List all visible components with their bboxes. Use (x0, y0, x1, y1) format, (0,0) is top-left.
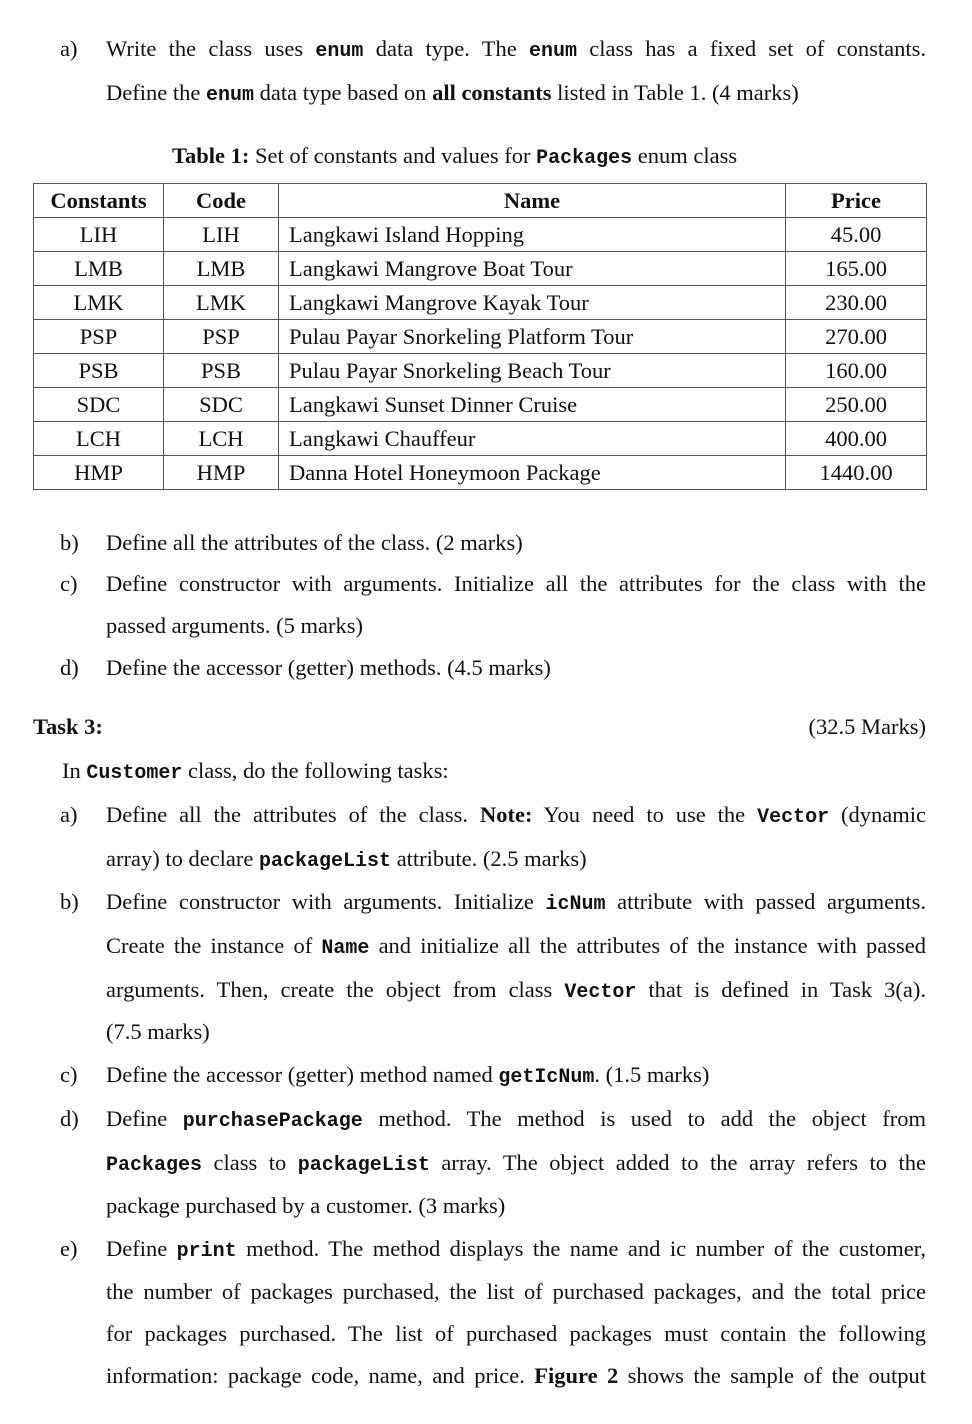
task3-e-line-2: the number of packages purchased, the list of purchased packages, and the total price (106, 1279, 926, 1304)
part-a-line-2: Define the enum data type based on all constants listed in Table 1. (4 marks) (106, 80, 799, 107)
cell-constant: LIH (34, 218, 164, 252)
cell-name: Langkawi Island Hopping (279, 218, 786, 252)
part-a-line-1: Write the class uses enum data type. The enum class has a fixed set of constants. (106, 36, 927, 63)
cell-constant: SDC (34, 388, 164, 422)
task3-a-line-2: array) to declare packageList attribute. (2.5 marks) (106, 846, 587, 873)
task3-intro: In Customer class, do the following tasks: (62, 758, 449, 785)
cell-name: Pulau Payar Snorkeling Platform Tour (279, 320, 786, 354)
cell-price: 270.00 (786, 320, 927, 354)
part-b-text: Define all the attributes of the class. (2 marks) (106, 530, 523, 555)
task3-e-line-3: for packages purchased. The list of purchased packages must contain the following (106, 1321, 926, 1346)
cell-price: 250.00 (786, 388, 927, 422)
task3-b-line-1: Define constructor with arguments. Initialize icNum attribute with passed arguments. (106, 889, 926, 916)
table-row (34, 422, 927, 456)
cell-price: 160.00 (786, 354, 927, 388)
table-row (34, 456, 927, 490)
cell-price: 1440.00 (786, 456, 927, 490)
cell-price: 400.00 (786, 422, 927, 456)
cell-constant: LCH (34, 422, 164, 456)
cell-constant: PSP (34, 320, 164, 354)
part-a-label: a) (60, 36, 78, 61)
cell-constant: PSB (34, 354, 164, 388)
cell-code: LIH (164, 218, 279, 252)
table-caption: Table 1: Set of constants and values for Packages enum class (172, 143, 738, 170)
task3-b-line-3: arguments. Then, create the object from class Vector that is defined in Task 3(a). (106, 977, 926, 1004)
part-c-line-2: passed arguments. (5 marks) (106, 613, 364, 638)
cell-constant: HMP (34, 456, 164, 490)
cell-code: HMP (164, 456, 279, 490)
task3-a-label: a) (60, 802, 78, 827)
cell-price: 165.00 (786, 252, 927, 286)
part-b-label: b) (60, 530, 79, 555)
table-header-row (34, 184, 927, 218)
task3-b-label: b) (60, 889, 79, 914)
part-d-label: d) (60, 655, 79, 680)
cell-name: Langkawi Mangrove Boat Tour (279, 252, 786, 286)
header-constants: Constants (34, 184, 164, 218)
part-c-label: c) (60, 571, 78, 596)
task3-d-label: d) (60, 1106, 79, 1131)
cell-code: SDC (164, 388, 279, 422)
cell-price: 45.00 (786, 218, 927, 252)
header-code: Code (164, 184, 279, 218)
table-row (34, 218, 927, 252)
cell-code: LMK (164, 286, 279, 320)
task3-title: Task 3: (33, 714, 103, 739)
task3-b-line-4: (7.5 marks) (106, 1019, 210, 1044)
table-row (34, 354, 927, 388)
cell-name: Langkawi Sunset Dinner Cruise (279, 388, 786, 422)
task3-e-label: e) (60, 1236, 78, 1261)
table-row (34, 286, 927, 320)
cell-code: PSP (164, 320, 279, 354)
task3-a-line-1: Define all the attributes of the class. Note: You need to use the Vector (dynamic (106, 802, 927, 829)
header-price: Price (786, 184, 927, 218)
task3-c-label: c) (60, 1062, 78, 1087)
task3-e-line-4: information: package code, name, and price. Figure 2 shows the sample of the output (106, 1363, 927, 1388)
cell-name: Langkawi Chauffeur (279, 422, 786, 456)
cell-code: LMB (164, 252, 279, 286)
task3-e-line-1: Define print method. The method displays the name and ic number of the customer, (106, 1236, 927, 1263)
table-row (34, 320, 927, 354)
cell-price: 230.00 (786, 286, 927, 320)
task3-c-line: Define the accessor (getter) method named getIcNum. (1.5 marks) (106, 1062, 710, 1089)
cell-code: LCH (164, 422, 279, 456)
table-row (34, 388, 927, 422)
packages-table (33, 183, 927, 490)
cell-name: Langkawi Mangrove Kayak Tour (279, 286, 786, 320)
task3-marks: (32.5 Marks) (808, 714, 926, 739)
cell-constant: LMK (34, 286, 164, 320)
task3-d-line-3: package purchased by a customer. (3 marks) (106, 1193, 506, 1218)
part-d-text: Define the accessor (getter) methods. (4.5 marks) (106, 655, 551, 680)
part-c-line-1: Define constructor with arguments. Initialize all the attributes for the class with the (106, 571, 926, 596)
header-name: Name (279, 184, 786, 218)
cell-name: Danna Hotel Honeymoon Package (279, 456, 786, 490)
table-row (34, 252, 927, 286)
cell-name: Pulau Payar Snorkeling Beach Tour (279, 354, 786, 388)
task3-d-line-1: Define purchasePackage method. The method is used to add the object from (106, 1106, 926, 1133)
cell-constant: LMB (34, 252, 164, 286)
cell-code: PSB (164, 354, 279, 388)
task3-d-line-2: Packages class to packageList array. The object added to the array refers to the (106, 1150, 926, 1177)
task3-b-line-2: Create the instance of Name and initialize all the attributes of the instance with passed (106, 933, 926, 960)
